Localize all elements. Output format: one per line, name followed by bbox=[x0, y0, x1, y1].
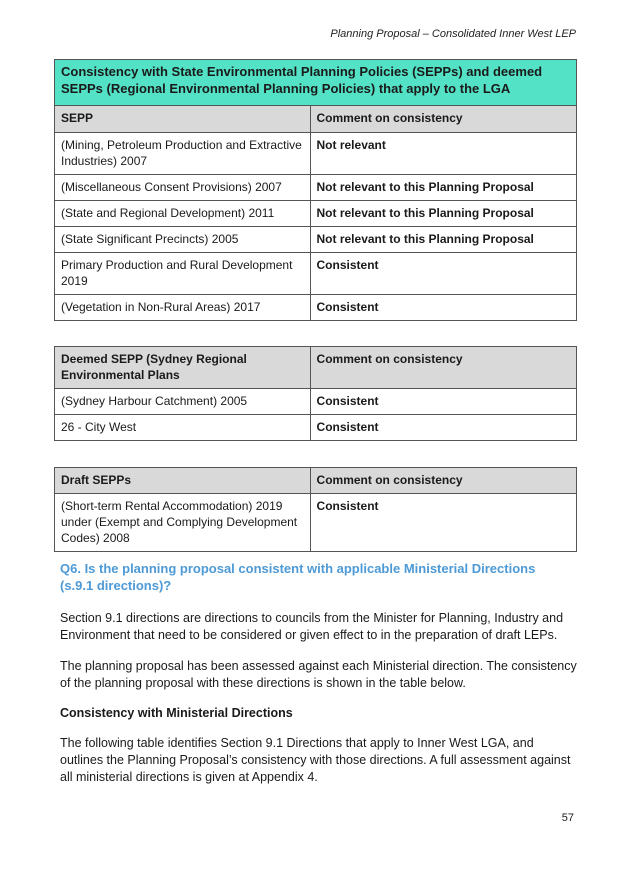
comment-cell: Consistent bbox=[310, 494, 576, 552]
sepp-name-cell: (Mining, Petroleum Production and Extractive Industries) 2007 bbox=[55, 133, 311, 175]
column-header-comment: Comment on consistency bbox=[310, 106, 576, 133]
table-row bbox=[55, 494, 577, 552]
sepp-name-cell: (Miscellaneous Consent Provisions) 2007 bbox=[55, 175, 311, 201]
table-row bbox=[55, 201, 577, 227]
table-banner: Consistency with State Environmental Planning Policies (SEPPs) and deemed SEPPs (Regional Environmental Planning Policies) that apply to the LGA bbox=[55, 60, 577, 106]
comment-cell: Not relevant bbox=[310, 133, 576, 175]
table-row bbox=[55, 253, 577, 295]
column-header-comment: Comment on consistency bbox=[310, 347, 576, 389]
table-row bbox=[55, 133, 577, 175]
column-header-deemed-sepp: Deemed SEPP (Sydney Regional Environmental Plans bbox=[55, 347, 311, 389]
subheading-ministerial-directions: Consistency with Ministerial Directions bbox=[60, 706, 293, 720]
sepp-name-cell: Primary Production and Rural Development 2019 bbox=[55, 253, 311, 295]
column-header-sepp: SEPP bbox=[55, 106, 311, 133]
sepp-consistency-table bbox=[54, 59, 577, 321]
table-header-row bbox=[55, 347, 577, 389]
comment-cell: Not relevant to this Planning Proposal bbox=[310, 201, 576, 227]
table-row bbox=[55, 389, 577, 415]
comment-cell: Not relevant to this Planning Proposal bbox=[310, 227, 576, 253]
table-banner-row bbox=[55, 60, 577, 106]
table-header-row bbox=[55, 468, 577, 494]
deemed-sepp-table bbox=[54, 346, 577, 441]
page-number: 57 bbox=[561, 812, 574, 824]
paragraph-directions-table-intro: The following table identifies Section 9.1 Directions that apply to Inner West LGA, and outlines the Planning Proposal’s consistency with those directions. A full assessment against all ministerial directions is given at Appendix 4. bbox=[60, 736, 571, 784]
q6-heading: Q6. Is the planning proposal consistent with applicable Ministerial Directions (s.9.1 directions)? bbox=[60, 561, 536, 593]
column-header-comment: Comment on consistency bbox=[310, 468, 576, 494]
comment-cell: Consistent bbox=[310, 295, 576, 321]
table-row bbox=[55, 175, 577, 201]
paragraph-section-9-1: Section 9.1 directions are directions to councils from the Minister for Planning, Industry and Environment that need to be considered or given effect to in the preparation of draft LEPs. bbox=[60, 611, 564, 642]
comment-cell: Not relevant to this Planning Proposal bbox=[310, 175, 576, 201]
comment-cell: Consistent bbox=[310, 389, 576, 415]
comment-cell: Consistent bbox=[310, 415, 576, 441]
sepp-name-cell: (State and Regional Development) 2011 bbox=[55, 201, 311, 227]
column-header-draft-sepp: Draft SEPPs bbox=[55, 468, 311, 494]
draft-sepp-name-cell: (Short-term Rental Accommodation) 2019 under (Exempt and Complying Development Codes) 2008 bbox=[55, 494, 311, 552]
deemed-sepp-name-cell: (Sydney Harbour Catchment) 2005 bbox=[55, 389, 311, 415]
table-row bbox=[55, 415, 577, 441]
page-header: Planning Proposal – Consolidated Inner West LEP bbox=[330, 28, 576, 40]
draft-sepp-table bbox=[54, 467, 577, 552]
sepp-name-cell: (State Significant Precincts) 2005 bbox=[55, 227, 311, 253]
comment-cell: Consistent bbox=[310, 253, 576, 295]
deemed-sepp-name-cell: 26 - City West bbox=[55, 415, 311, 441]
table-row bbox=[55, 295, 577, 321]
sepp-name-cell: (Vegetation in Non-Rural Areas) 2017 bbox=[55, 295, 311, 321]
table-row bbox=[55, 227, 577, 253]
table-header-row bbox=[55, 106, 577, 133]
paragraph-assessment: The planning proposal has been assessed against each Ministerial direction. The consistency of the planning proposal with these directions is shown in the table below. bbox=[60, 659, 577, 690]
